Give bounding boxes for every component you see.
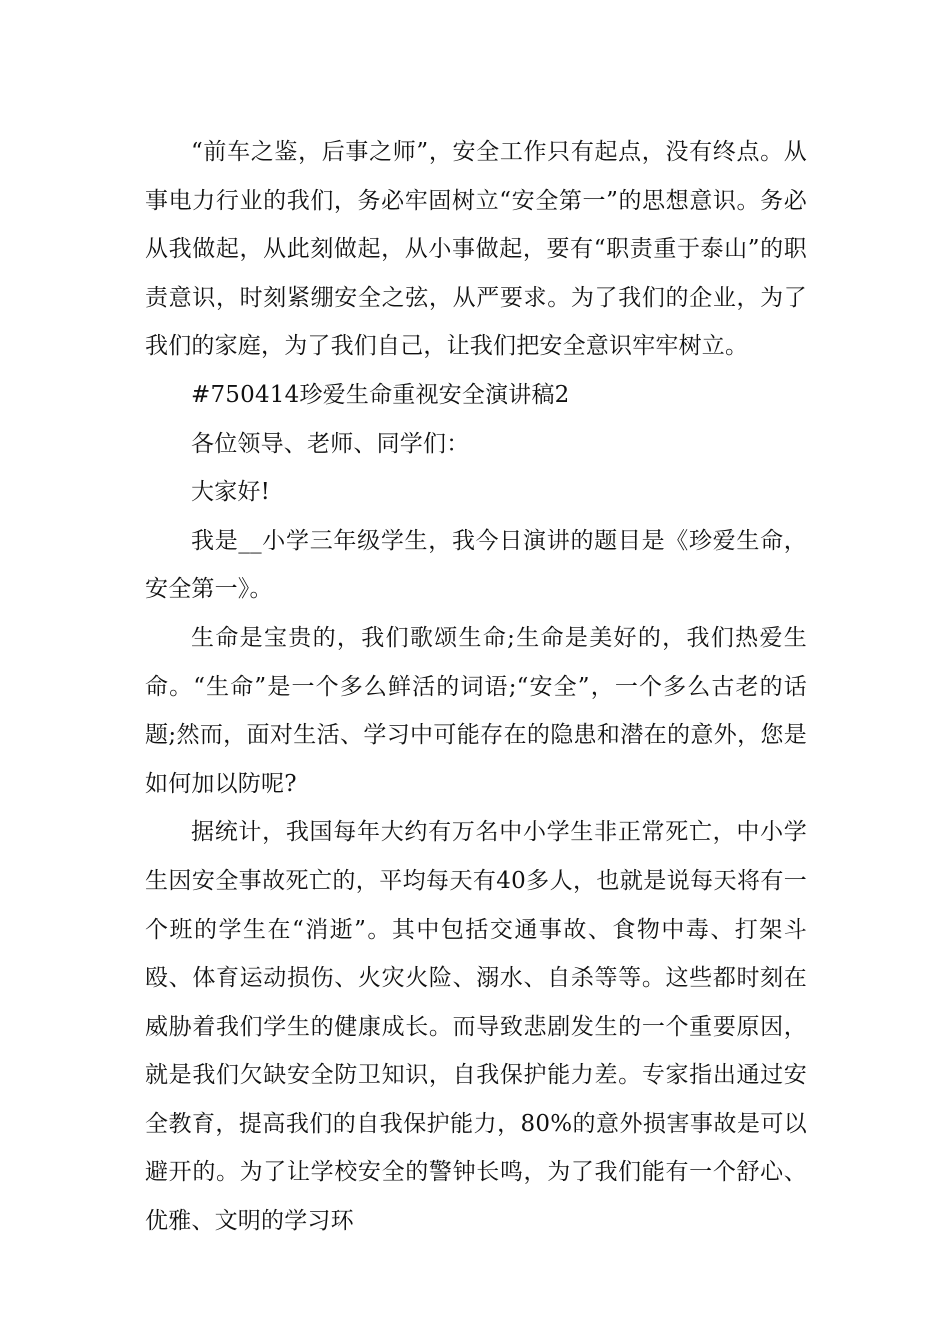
paragraph-safety-awareness: “前车之鉴，后事之师”，安全工作只有起点，没有终点。从事电力行业的我们，务必牢固树立“安全第一”的思想意识。务必从我做起，从此刻做起，从小事做起，要有“职责重于泰山”的职责意识，时刻紧绷安全之弦，从严要求。为了我们的企业，为了我们的家庭，为了我们自己，让我们把安全意识牢牢树立。	[145, 139, 807, 360]
document-body	[145, 128, 807, 1246]
greeting: 大家好!	[191, 479, 271, 506]
salutation: 各位领导、老师、同学们：	[191, 430, 470, 457]
paragraph-statistics: 据统计，我国每年大约有万名中小学生非正常死亡，中小学生因安全事故死亡的，平均每天有40多人，也就是说每天将有一个班的学生在“消逝”。其中包括交通事故、食物中毒、打架斗殴、体育运动损伤、火灾火险、溺水、自杀等等。这些都时刻在威胁着我们学生的健康成长。而导致悲剧发生的一个重要原因，就是我们欠缺安全防卫知识，自我保护能力差。专家指出通过安全教育，提高我们的自我保护能力，80%的意外损害事故是可以避开的。为了让学校安全的警钟长鸣，为了我们能有一个舒心、优雅、文明的学习环	[145, 819, 807, 1235]
paragraph-introduction: 我是__小学三年级学生，我今日演讲的题目是《珍爱生命，安全第一》。	[145, 527, 807, 603]
speech-title: #750414珍爱生命重视安全演讲稿2	[191, 381, 570, 408]
paragraph-life-precious: 生命是宝贵的，我们歌颂生命;生命是美好的，我们热爱生命。“生命”是一个多么鲜活的词语;“安全”，一个多么古老的话题;然而，面对生活、学习中可能存在的隐患和潜在的意外，您是如何加以防呢?	[145, 624, 807, 797]
